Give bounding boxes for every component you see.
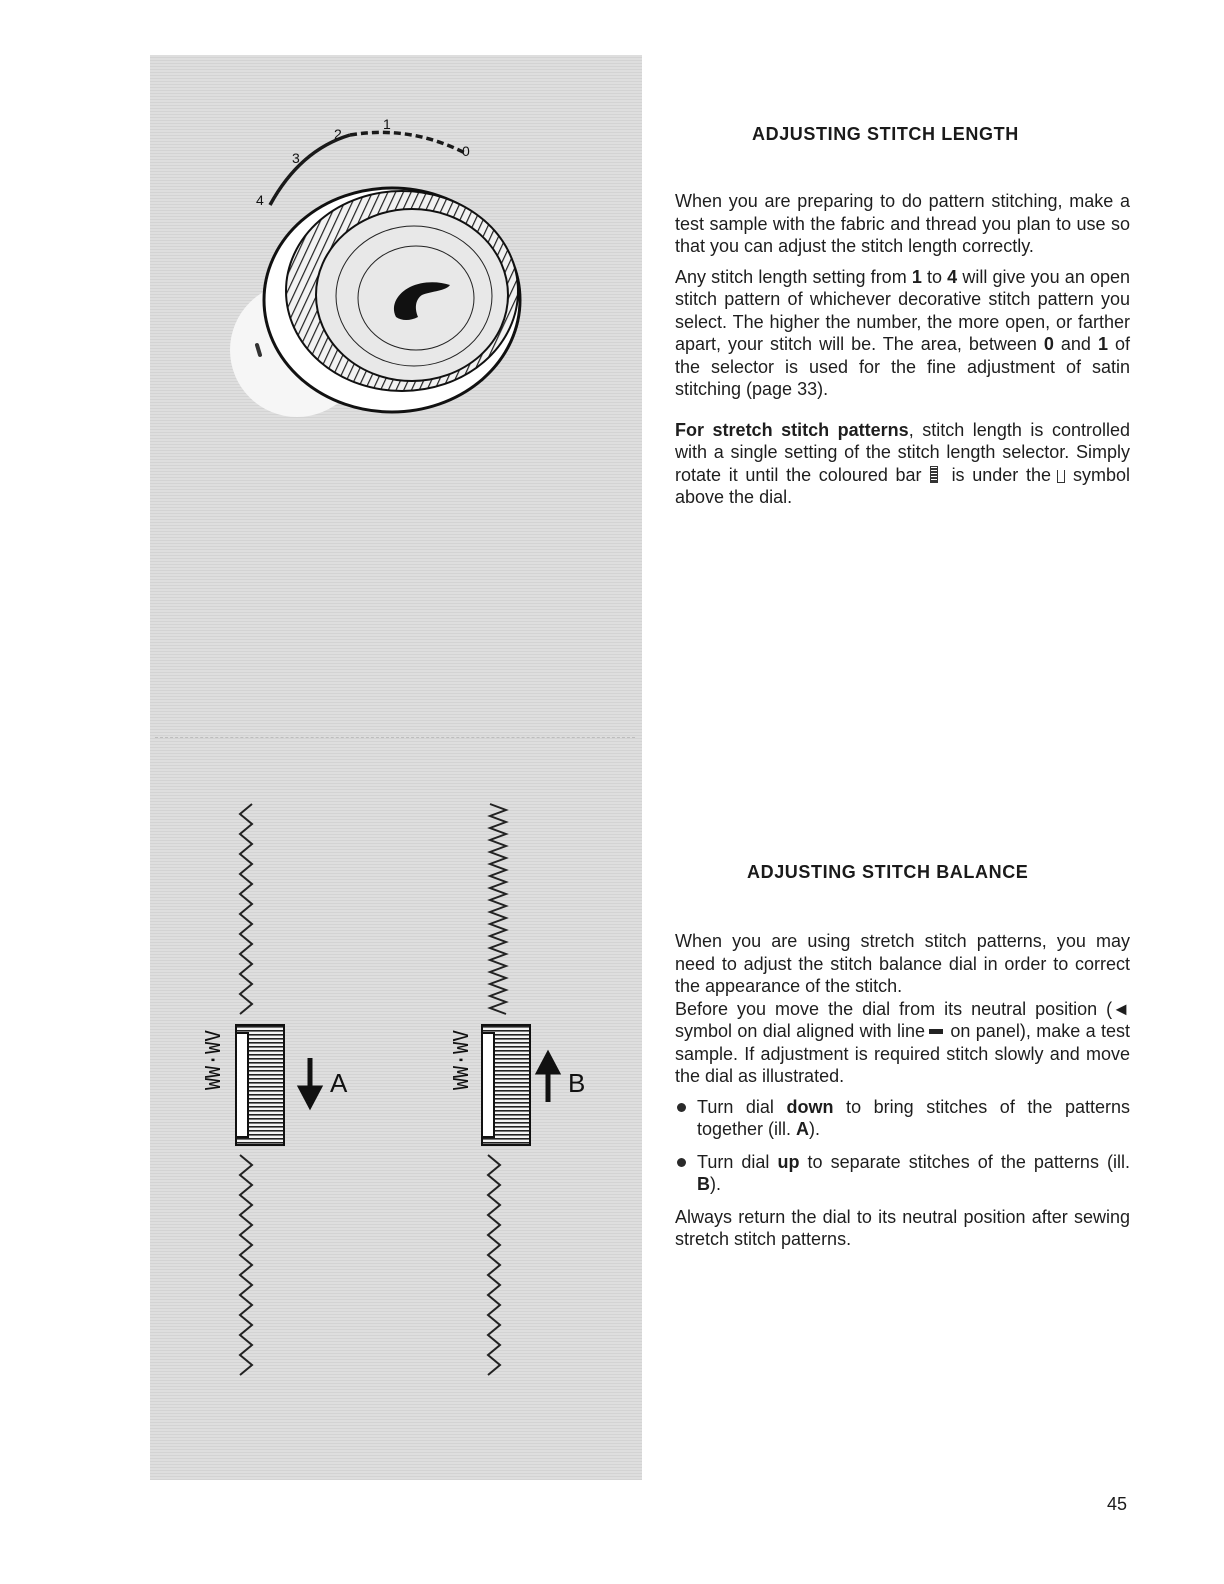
section-title-stitch-balance: ADJUSTING STITCH BALANCE	[747, 862, 1029, 882]
stitch-pattern-b-bottom	[488, 1155, 500, 1375]
scale-arc-dashed	[350, 132, 465, 153]
scale-number-0: 0	[462, 143, 470, 159]
stitch-balance-text	[675, 930, 1130, 1259]
section-title-stitch-length: ADJUSTING STITCH LENGTH	[752, 124, 1019, 144]
list-item: Turn dial down to bring stitches of the patterns together (ill. A).	[675, 1096, 1130, 1141]
arrow-up-icon	[539, 1055, 557, 1102]
bullet-icon	[677, 1103, 686, 1112]
balance-dial-a-housing	[236, 1033, 248, 1137]
panel-divider	[155, 737, 635, 738]
stitch-length-paragraph-3: For stretch stitch patterns, stitch length is controlled with a single setting of the stitch length selector. Simply rotate it until the coloured bar is under the symbol above the dial.	[675, 419, 1131, 507]
arrow-down-icon	[301, 1058, 319, 1105]
list-item: Turn dial up to separate stitches of the patterns (ill. B).	[675, 1151, 1130, 1196]
stitch-length-paragraph-1: When you are preparing to do pattern stitching, make a test sample with the fabric and thread you plan to use so that you can adjust the stitch length correctly.	[675, 191, 1130, 256]
stitch-balance-paragraph-3: Always return the dial to its neutral position after sewing stretch stitch patterns.	[675, 1206, 1130, 1249]
scale-number-2: 2	[334, 126, 342, 142]
instruction-list	[675, 1096, 1130, 1196]
page-number: 45	[1107, 1494, 1128, 1514]
scale-number-1: 1	[383, 116, 391, 132]
label-b: B	[568, 1068, 586, 1098]
label-a: A	[330, 1068, 348, 1098]
stitch-sample-b-vertical: WW·WV	[449, 1029, 473, 1090]
stitch-pattern-b-top	[490, 804, 506, 1014]
stitch-length-paragraph-2: Any stitch length setting from 1 to 4 will give you an open stitch pattern of whichever decorative stitch pattern you select. The higher the number, the more open, or farther apart, your stitch will be. The area, between 0 and 1 of the selector is used for the fine adjustment of satin stitching (page 33).	[675, 266, 1131, 399]
panel-line-icon	[929, 1029, 943, 1034]
stitch-balance-paragraph-1: When you are using stretch stitch patterns, you may need to adjust the stitch balance dial in order to correct the appearance of the stitch.	[675, 931, 1130, 996]
stitch-length-text	[675, 190, 1130, 517]
bullet-icon	[677, 1158, 686, 1167]
stitch-length-dial-illustration	[150, 55, 642, 455]
scale-arc-solid	[270, 135, 350, 205]
stitch-pattern-a-top	[240, 804, 252, 1014]
coloured-bar-icon	[930, 466, 938, 483]
scale-number-4: 4	[256, 192, 264, 208]
stitch-balance-illustration	[150, 790, 642, 1390]
stitch-pattern-a-bottom	[240, 1155, 252, 1375]
stretch-symbol-icon	[1057, 470, 1065, 483]
scale-number-3: 3	[292, 150, 300, 166]
neutral-arrow-icon: ◄	[1112, 998, 1130, 1019]
stitch-balance-paragraph-2: Before you move the dial from its neutral position (◄ symbol on dial aligned with line on panel), make a test sample. If adjustment is required stitch slowly and move the dial as illustrated.	[675, 998, 1130, 1086]
stitch-sample-a-vertical: WW·WV	[201, 1029, 225, 1090]
balance-dial-b-housing	[482, 1033, 494, 1137]
